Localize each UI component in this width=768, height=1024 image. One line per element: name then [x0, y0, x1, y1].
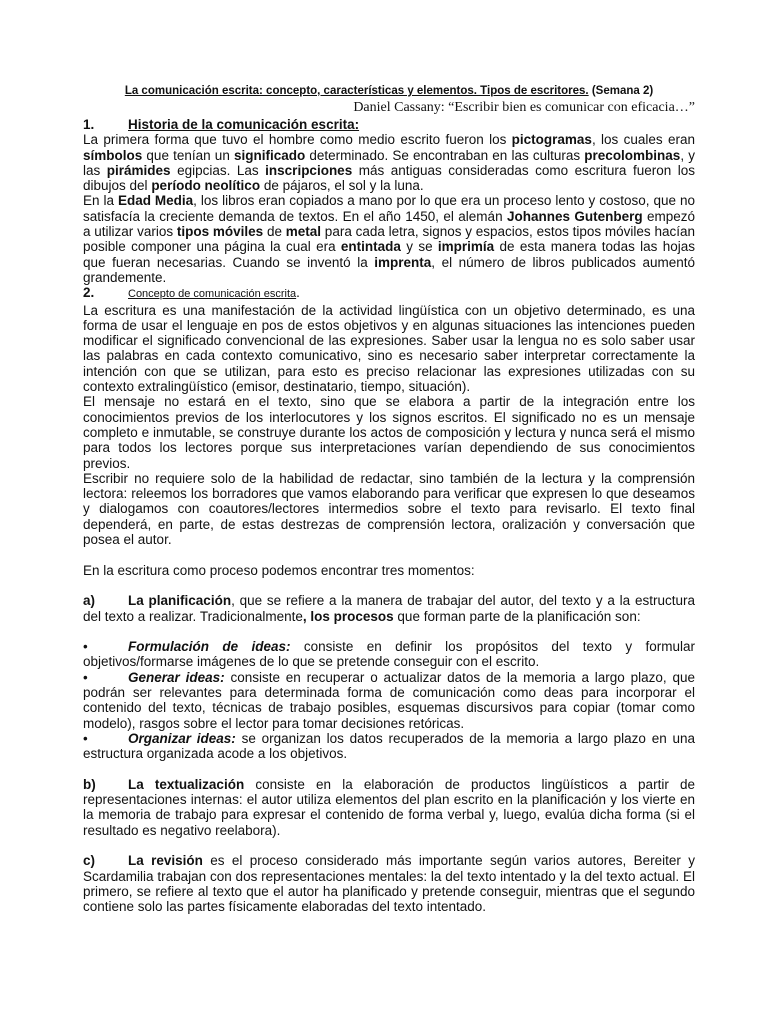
- spacer: [83, 838, 695, 853]
- text-run: de esta manera todas las hojas que fueran necesarias. Cuando se inventó la: [83, 239, 695, 270]
- section-2-title-period: .: [296, 285, 300, 301]
- section-1-number: 1.: [83, 117, 95, 132]
- section-1-paragraph-1: [83, 132, 695, 193]
- moment-c-paragraph: [83, 853, 695, 914]
- bullet-icon: •: [83, 639, 88, 655]
- title-main: La comunicación escrita: concepto, características y elementos. Tipos de escritores.: [124, 85, 589, 97]
- bullet-term: Formulación de ideas:: [128, 639, 291, 655]
- spacer: [83, 547, 695, 562]
- bullet-text: se organizan los datos recuperados de la memoria a largo plazo en una estructura organizada acode a los objetivos.: [83, 730, 696, 762]
- bullet-term: Generar ideas:: [128, 669, 225, 685]
- bold-term: símbolos: [83, 147, 143, 163]
- text-run: de pájaros, el sol y la luna.: [260, 178, 424, 194]
- moment-b-term: La textualización: [128, 776, 245, 792]
- text-run: empezó a utilizar varios: [83, 208, 695, 240]
- document-page: [83, 84, 695, 914]
- section-2-paragraph-2: El mensaje no estará en el texto, sino que se elabora a partir de la integración entre los conocimientos previos de los interlocutores y los signos escritos. El significado no es un mensaje completo e inmutable, se construye durante los actos de composición y lectura y nunca será el mismo para todos los lectores porque sus interpretaciones varían dependiendo de sus conocimientos previos.: [83, 394, 695, 471]
- bullet-text: consiste en recuperar o actualizar datos de la memoria a largo plazo, que podrán ser relevantes para determinada forma de comunicación como deas para incorporar el contenido del texto, técnicas de trabajo posibles, esquemas discursivos para copiar (tomar como modelo), rasgos sobre el lector para tomar decisiones retóricas.: [83, 669, 696, 731]
- bullet-icon: •: [83, 730, 88, 746]
- text-run: para cada letra, signos y espacios, estos tipos móviles hacían posible componer una página la cual era: [83, 224, 695, 255]
- moment-a-term: La planificación: [128, 593, 232, 609]
- bullet-term: Organizar ideas:: [128, 730, 236, 746]
- bold-term: imprimía: [437, 239, 495, 255]
- text-run: determinado. Se encontraban en las culturas: [305, 147, 585, 163]
- section-2-paragraph-1: La escritura es una manifestación de la actividad lingüística con un objetivo determinado, es una forma de usar el lenguaje en pos de estos objetivos y en algunas situaciones las intenciones pueden modificar el significado convencional de las expresiones. Saber usar la lengua no es solo saber usar las palabras en cada contexto comunicativo, sino es necesario saber interpretar correctamente la intención con que se utilizan, para esto es preciso relacionar las expresiones utilizadas con su contexto extralingüístico (emisor, destinatario, tiempo, situación).: [83, 302, 695, 395]
- moment-a-label: a): [83, 593, 96, 609]
- text-run: que tenían un: [142, 147, 234, 163]
- text-run: , el número de libros publicados aumentó grandemente.: [83, 254, 695, 285]
- bullet-item: [83, 639, 695, 670]
- title-week: (Semana 2): [591, 85, 654, 97]
- text-run: , los cuales eran: [591, 132, 695, 148]
- bold-term: metal: [285, 224, 322, 240]
- bold-term: significado: [233, 147, 306, 163]
- text-run: consiste en la elaboración de productos lingüísticos a partir de representaciones internas: el autor utiliza elementos del plan escrito en la planificación y los vierte en la memoria de trabajo para expresar el contenido de forma verbal y, luego, evalúa dicha forma (si el resultado es negativo reelabora).: [83, 776, 695, 838]
- section-2-heading: [83, 285, 695, 302]
- section-2-number: 2.: [83, 285, 95, 301]
- section-2-paragraph-3: Escribir no requiere solo de la habilidad de redactar, sino también de la lectura y la comprensión lectora: releemos los borradores que vamos elaborando para verificar que expresen lo que deseamos y dialogamos con coautores/lectores intermedios sobre el texto para revisarlo. El texto final dependerá, en parte, de estas destrezas de comprensión lectora, oralización y conversación que posea el autor.: [83, 470, 695, 548]
- text-run: , y las: [83, 147, 695, 178]
- text-run: más antiguas consideradas como escritura fueron los dibujos del: [83, 162, 695, 194]
- spacer: [83, 624, 695, 639]
- section-1-paragraph-2: [83, 193, 695, 285]
- moment-c-label: c): [83, 853, 96, 869]
- bold-term: Edad Media: [117, 193, 194, 209]
- text-run: y se: [400, 239, 438, 255]
- section-2-paragraph-4: En la escritura como proceso podemos encontrar tres momentos:: [83, 562, 475, 578]
- text-run: En la: [83, 193, 118, 209]
- moment-b-label: b): [83, 776, 96, 792]
- bold-term: entintada: [340, 239, 401, 255]
- section-2-title: Concepto de comunicación escrita: [128, 288, 297, 301]
- epigraph-quote: Daniel Cassany: “Escribir bien es comunicar con eficacia…”: [353, 100, 695, 115]
- bullet-text: consiste en definir los propósitos del texto y formular objetivos/formarse imágenes de lo que se pretende conseguir con el escrito.: [83, 639, 696, 670]
- bullet-item: [83, 731, 695, 762]
- bold-term: precolombinas: [584, 147, 681, 163]
- moment-b-paragraph: [83, 777, 695, 838]
- bold-term: pictogramas: [511, 132, 592, 148]
- bullet-icon: •: [83, 669, 88, 685]
- section-1-title: Historia de la comunicación escrita:: [128, 117, 360, 132]
- bold-term: inscripciones: [265, 162, 353, 178]
- text-run: que forman parte de la planificación son:: [393, 608, 641, 624]
- bullet-item: [83, 670, 695, 731]
- spacer: [83, 578, 695, 593]
- text-run: La primera forma que tuvo el hombre como medio escrito fueron los: [83, 132, 512, 148]
- document-title: [83, 84, 695, 98]
- bold-term: imprenta: [374, 254, 432, 270]
- moment-c-term: La revisión: [128, 853, 203, 869]
- section-1-heading: [83, 117, 695, 132]
- text-run: es el proceso considerado más importante según varios autores, Bereiter y Scardamilia trabajan con dos representaciones mentales: la del texto intentado y la del texto actual. El primero, se refiere al texto que el autor ha planificado y pretende conseguir, mientras que el segundo contiene solo las partes físicamente elaboradas del texto intentado.: [83, 853, 696, 915]
- text-run: de: [263, 224, 286, 240]
- bold-term: pirámides: [106, 162, 171, 178]
- bold-term: , los procesos: [302, 608, 394, 624]
- text-run: , los libros eran copiados a mano por lo que era un proceso lento y costoso, que no satisfacía la creciente demanda de textos. En el año 1450, el alemán: [83, 193, 695, 224]
- spacer: [83, 761, 695, 776]
- bold-term: tipos móviles: [176, 224, 264, 240]
- bold-term: Johannes Gutenberg: [506, 208, 643, 224]
- moment-a-paragraph: [83, 593, 695, 624]
- bold-term: período neolítico: [151, 178, 261, 194]
- text-run: , que se refiere a la manera de trabajar del autor, del texto y a la estructura del texto a realizar. Tradicionalmente: [83, 593, 695, 624]
- text-run: egipcias. Las: [170, 162, 266, 178]
